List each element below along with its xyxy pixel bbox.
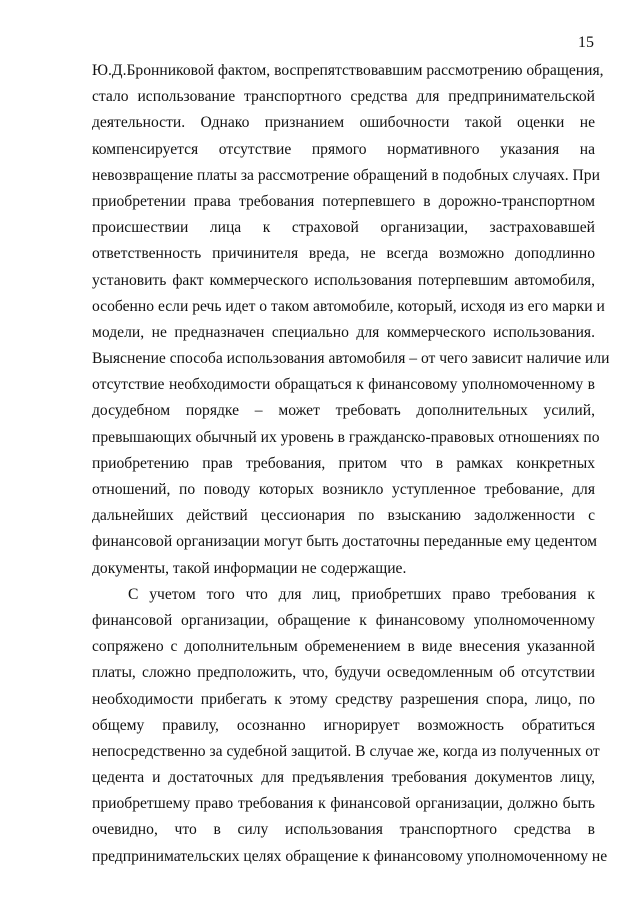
- text-line: невозвращение платы за рассмотрение обращений в подобных случаях. При: [92, 166, 600, 184]
- text-line: приобретшему право требования к финансовой организации, должно быть: [92, 795, 595, 813]
- text-line: досудебном порядке – может требовать дополнительных усилий,: [92, 402, 595, 420]
- text-line: приобретении права требования потерпевшего в дорожно-транспортном: [92, 192, 595, 210]
- text-line: общему правилу, осознанно игнорирует возможность обратиться: [92, 716, 595, 734]
- text-line: цедента и достаточных для предъявления требования документов лицу,: [92, 769, 595, 787]
- text-line: модели, не предназначен специально для коммерческого использования.: [92, 323, 595, 341]
- text-line: дальнейших действий цессионария по взысканию задолженности с: [92, 507, 595, 525]
- text-line: финансовой организации могут быть достаточны переданные ему цедентом: [92, 533, 597, 551]
- text-line: Выяснение способа использования автомобиля – от чего зависит наличие или: [92, 350, 610, 368]
- text-line: документы, такой информации не содержащие.: [92, 559, 407, 577]
- text-line: отношений, по поводу которых возникло уступленное требование, для: [92, 481, 595, 498]
- text-line: сопряжено с дополнительным обременением в виде внесения указанной: [92, 638, 595, 656]
- text-line: приобретению прав требования, притом что в рамках конкретных: [92, 454, 595, 472]
- text-line: ответственность причинителя вреда, не всегда возможно доподлинно: [92, 245, 595, 263]
- text-line: происшествии лица к страховой организации, застраховавшей: [92, 219, 595, 237]
- text-line: превышающих обычный их уровень в гражданско-правовых отношениях по: [92, 428, 600, 446]
- text-line: деятельности. Однако признанием ошибочности такой оценки не: [92, 114, 595, 132]
- text-line: установить факт коммерческого использования потерпевшим автомобиля,: [92, 271, 595, 289]
- text-line: С учетом того что для лиц, приобретших право требования к: [128, 585, 595, 603]
- text-line: компенсируется отсутствие прямого нормативного указания на: [92, 140, 595, 158]
- text-line: предпринимательских целях обращение к финансовому уполномоченному не: [92, 847, 608, 865]
- text-line: платы, сложно предположить, что, будучи осведомленным об отсутствии: [92, 664, 595, 682]
- paragraph-1: [92, 58, 610, 582]
- text-line: Ю.Д.Бронниковой фактом, воспрепятствовавшим рассмотрению обращения,: [92, 62, 604, 79]
- document-body: [92, 58, 610, 870]
- paragraph-2: [92, 582, 608, 870]
- text-line: особенно если речь идет о таком автомобиле, который, исходя из его марки и: [92, 297, 605, 315]
- text-line: необходимости прибегать к этому средству разрешения спора, лицо, по: [92, 690, 595, 708]
- text-line: стало использование транспортного средства для предпринимательской: [92, 88, 595, 106]
- text-line: отсутствие необходимости обращаться к финансовому уполномоченному в: [92, 376, 595, 394]
- text-line: очевидно, что в силу использования транспортного средства в: [92, 821, 595, 839]
- text-line: непосредственно за судебной защитой. В случае же, когда из полученных от: [92, 742, 600, 760]
- page-number: 15: [578, 34, 594, 51]
- text-line: финансовой организации, обращение к финансовому уполномоченному: [92, 611, 595, 629]
